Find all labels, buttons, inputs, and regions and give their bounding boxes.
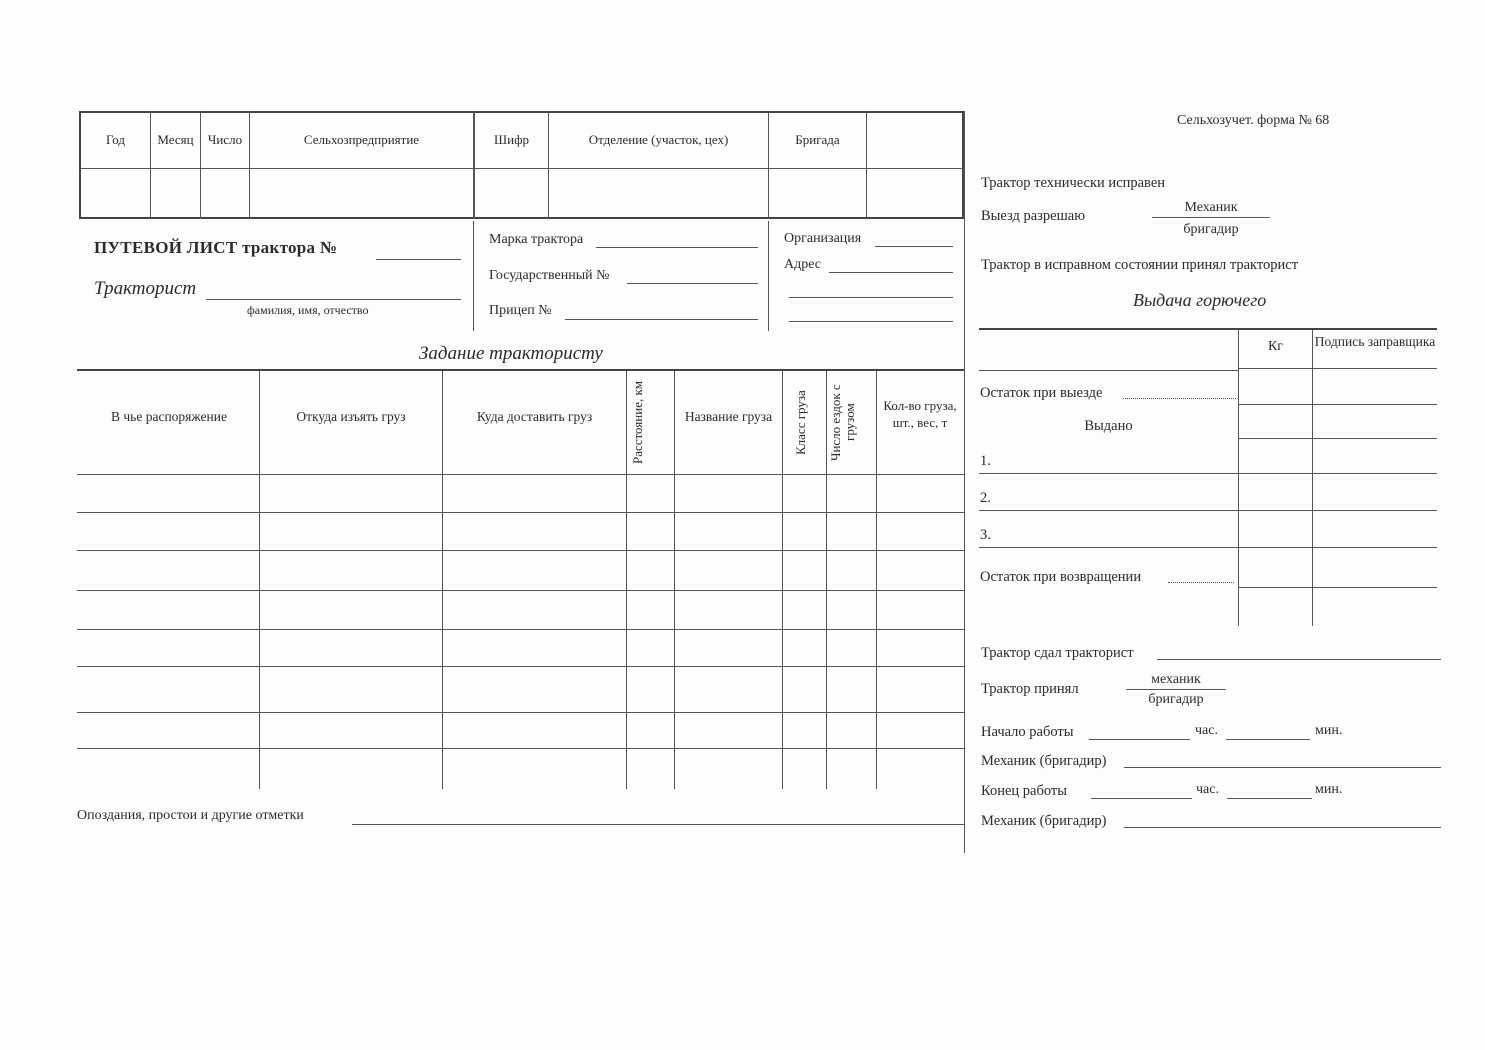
header-col-brigade: Бригада [795,132,840,147]
address-field[interactable] [829,272,953,273]
driver-label: Тракторист [94,278,197,299]
handed-over-label: Трактор сдал тракторист [981,645,1134,661]
fuel-col-kg: Кг [1267,339,1284,354]
organization-label: Организация [784,231,862,246]
department-field[interactable] [549,170,767,217]
state-number-label: Государственный № [489,268,610,283]
mechanic-foreman-field-1[interactable] [1124,767,1441,768]
brand-label: Марка трактора [489,232,584,247]
fuel-row-return: Остаток при возвращении [980,569,1142,585]
address-label: Адрес [784,257,822,272]
remarks-field[interactable] [352,824,964,825]
fuel-row-3: 3. [980,527,991,543]
day-field[interactable] [201,170,248,217]
mechanic-foreman-label-1: Механик (бригадир) [981,753,1107,769]
work-start-hours-field[interactable] [1089,739,1190,740]
task-col-disposal: В чье распоряжение [111,409,227,424]
trailer-field[interactable] [565,319,758,320]
fuel-row-issued: Выдано [1084,418,1133,434]
organization-field[interactable] [875,246,953,247]
header-col-year: Год [105,132,126,147]
task-col-cargo-class: Класс груза [793,390,808,455]
fuel-row-1: 1. [980,453,991,469]
task-col-from: Откуда изъять груз [296,409,406,424]
form-number: Сельхозучет. форма № 68 [1177,113,1330,128]
task-col-cargo-name: Название груза [684,409,773,424]
task-col-quantity: Кол-во груза, шт., вес, т [883,398,957,430]
header-col-code: Шифр [494,132,529,147]
work-start-hours-label: час. [1195,723,1218,738]
driver-name-field[interactable] [206,299,461,300]
month-field[interactable] [151,170,199,217]
work-start-minutes-field[interactable] [1226,739,1310,740]
handed-over-field[interactable] [1157,659,1441,660]
work-start-label: Начало работы [981,724,1074,740]
departure-label: Выезд разрешаю [981,208,1086,224]
work-end-hours-field[interactable] [1091,798,1192,799]
enterprise-field[interactable] [250,170,472,217]
brand-field[interactable] [596,247,758,248]
mechanic-top-label: Механик [1184,200,1238,215]
mechanic-foreman-field-2[interactable] [1124,827,1441,828]
address-field-2[interactable] [789,297,953,298]
address-field-3[interactable] [789,321,953,322]
accepted-label: Трактор в исправном состоянии принял тракторист [981,257,1299,273]
brigade-field[interactable] [769,170,865,217]
year-field[interactable] [81,170,149,217]
state-number-field[interactable] [627,283,758,284]
work-start-minutes-label: мин. [1315,723,1343,738]
remarks-label: Опоздания, простои и другие отметки [77,808,304,823]
foreman-lower-label: бригадир [1148,692,1204,707]
header-col-department: Отделение (участок, цех) [588,132,729,147]
fuel-row-2: 2. [980,490,991,506]
fuel-heading: Выдача горючего [1133,290,1267,310]
work-end-hours-label: час. [1196,782,1219,797]
task-col-distance: Расстояние, км [630,381,645,465]
task-heading: Задание трактористу [419,343,603,364]
trailer-label: Прицеп № [489,303,552,318]
header-col-day: Число [207,132,243,147]
task-col-trips: Число ездок с грузом [828,384,857,461]
tractor-received-label: Трактор принял [981,681,1079,697]
work-end-minutes-label: мин. [1315,782,1343,797]
mechanic-foreman-label-2: Механик (бригадир) [981,813,1107,829]
header-col-enterprise: Сельхозпредприятие [303,132,420,147]
driver-hint: фамилия, имя, отчество [247,303,369,317]
code-field[interactable] [476,170,547,217]
task-col-to: Куда доставить груз [476,409,593,424]
header-col-month: Месяц [157,132,194,147]
tractor-number-field[interactable] [376,259,461,260]
foreman-top-label: бригадир [1183,222,1239,237]
fuel-col-sign: Подпись заправщика [1314,334,1436,349]
fuel-row-departure: Остаток при выезде [980,385,1103,401]
work-end-minutes-field[interactable] [1227,798,1312,799]
page-title: ПУТЕВОЙ ЛИСТ трактора № [94,238,338,257]
work-end-label: Конец работы [981,783,1067,799]
tech-ok-label: Трактор технически исправен [981,175,1166,191]
mechanic-lower-label: механик [1151,672,1201,687]
